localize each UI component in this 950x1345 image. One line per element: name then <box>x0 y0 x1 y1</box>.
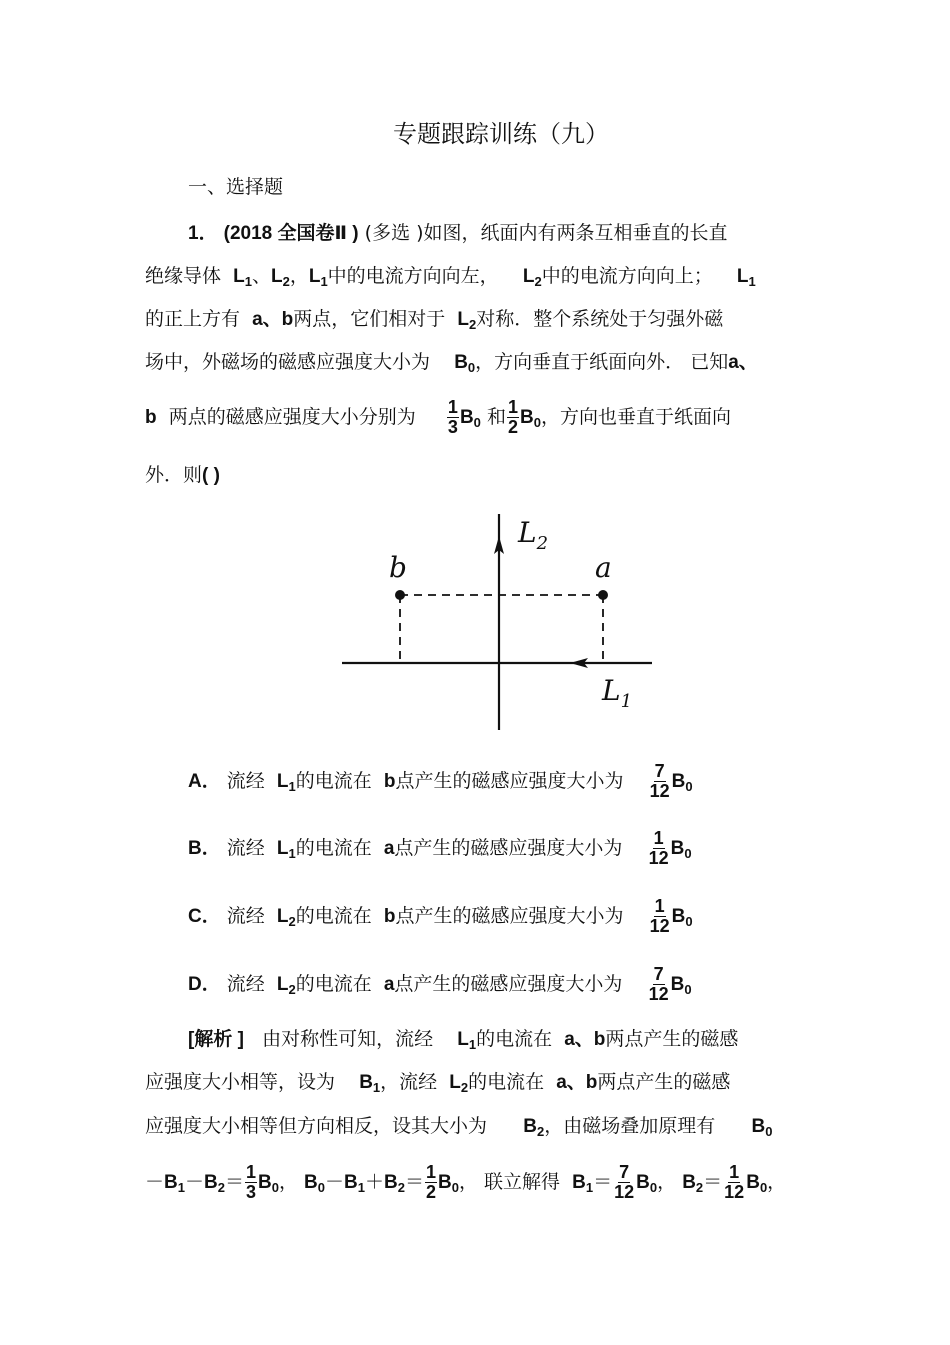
question-text: 如图，纸面内有两条互相垂直的长直 <box>423 222 728 244</box>
symbol-L2: $L_2$ <box>270 266 290 289</box>
analysis-line-3 <box>145 1115 772 1138</box>
question-line-2 <box>145 265 756 288</box>
text: 应强度大小相等但方向相反，设其大小为 <box>145 1115 488 1137</box>
question-type: (多选 ) <box>364 222 424 244</box>
text: 由对称性可知，流经 <box>262 1028 434 1050</box>
question-line-3 <box>145 308 723 331</box>
option-a <box>188 758 693 805</box>
equals-sign: ＝ <box>224 1171 244 1193</box>
text: 流经 <box>226 770 265 792</box>
points-ab: a、b <box>252 309 294 330</box>
text: 场中，外磁场的磁感应强度大小为 <box>145 351 431 373</box>
analysis-line-4 <box>145 1160 786 1205</box>
text: 的电流在 <box>295 905 372 927</box>
symbol-B2: $B_2$ <box>204 1172 225 1195</box>
point-b: b <box>145 407 157 428</box>
symbol-B1: $B_1$ <box>572 1172 594 1195</box>
point-a-dot <box>598 590 608 600</box>
text: 和 <box>486 406 506 428</box>
fraction-one-third: $\frac{1}{3}$ <box>447 397 458 437</box>
text: 中的电流方向向左， <box>327 265 499 287</box>
analysis-line-1 <box>188 1028 738 1051</box>
minus-sign: － <box>145 1171 165 1193</box>
text: 联立解得 <box>484 1171 561 1193</box>
text: 对称．整个系统处于匀强外磁 <box>476 308 724 330</box>
symbol-B1: $B_1$ <box>359 1072 381 1095</box>
text: ，方向垂直于纸面向外． 已知 <box>475 351 729 373</box>
answer-blank: ( ) <box>202 465 220 486</box>
question-line-5 <box>145 395 731 440</box>
label-a: a <box>595 551 612 584</box>
symbol-B0: $B_0$ <box>751 1116 773 1139</box>
symbol-L: $L_2$ <box>276 906 296 929</box>
symbol-B2: $B_2$ <box>682 1172 704 1195</box>
plus-sign: ＋ <box>364 1171 384 1193</box>
symbol-B2: $B_2$ <box>523 1116 545 1139</box>
symbol-L2: $L_2$ <box>522 266 542 289</box>
question-source: (2018 全国卷Ⅱ ) <box>223 223 359 244</box>
symbol-L1: $L_1$ <box>736 266 756 289</box>
text: 的电流在 <box>295 973 372 995</box>
analysis-label: [解析 ] <box>188 1029 244 1050</box>
text: 应强度大小相等，设为 <box>145 1071 336 1093</box>
text: 两点，它们相对于 <box>293 308 446 330</box>
option-c <box>188 893 693 940</box>
symbol-B0: $B_0$ <box>671 906 693 929</box>
fraction-one-half: $\frac{1}{2}$ <box>507 397 518 437</box>
symbol-B0: $B_0$ <box>636 1172 658 1195</box>
symbol-L1: $L_1$ <box>457 1029 477 1052</box>
option-letter: C． <box>188 906 221 927</box>
option-fraction: $\frac{1}{12}$ <box>648 828 669 868</box>
text: 的电流在 <box>295 770 372 792</box>
symbol-L: $L_1$ <box>276 838 296 861</box>
text: 流经 <box>226 837 265 859</box>
option-d <box>188 961 692 1008</box>
symbol-L: $L_2$ <box>276 974 296 997</box>
text: 中的电流方向向上； <box>541 265 713 287</box>
question-line-6 <box>145 464 220 487</box>
option-fraction: $\frac{7}{12}$ <box>649 761 670 801</box>
symbol-L2: $L_2$ <box>449 1072 469 1095</box>
text: ， <box>289 265 309 287</box>
text: 两点的磁感应强度大小分别为 <box>168 406 416 428</box>
symbol-L2: $L_2$ <box>457 309 477 332</box>
symbol-B0: $B_0$ <box>746 1172 768 1195</box>
text: 流经 <box>226 973 265 995</box>
points-ab: a、b <box>556 1072 598 1093</box>
option-letter: A． <box>188 771 221 792</box>
text: 两点产生的磁感 <box>605 1028 739 1050</box>
symbol-B1: $B_1$ <box>164 1172 185 1195</box>
label-L2: $L_2$ <box>518 516 549 554</box>
text: 流经 <box>226 905 265 927</box>
text: 点产生的磁感应强度大小为 <box>394 837 623 859</box>
text: 外．则 <box>145 464 203 486</box>
text: 点产生的磁感应强度大小为 <box>395 905 624 927</box>
label-b: b <box>389 551 407 584</box>
symbol-B0: $B_0$ <box>454 352 476 375</box>
points-ab: a、 <box>728 352 758 373</box>
fraction-one-half: $\frac{1}{2}$ <box>425 1162 436 1202</box>
text: 的电流在 <box>295 837 372 859</box>
symbol-B0: $B_0$ <box>519 407 541 430</box>
text: 点产生的磁感应强度大小为 <box>395 770 624 792</box>
symbol-L1: $L_1$ <box>233 266 252 289</box>
option-letter: B． <box>188 838 221 859</box>
text: ，方向也垂直于纸面向 <box>540 406 731 428</box>
symbol-B0: $B_0$ <box>304 1172 325 1195</box>
question-line-4 <box>145 351 758 374</box>
equals-sign: ＝ <box>703 1171 723 1193</box>
option-letter: D． <box>188 974 221 995</box>
symbol-B0: $B_0$ <box>459 407 481 430</box>
text: 的电流在 <box>476 1028 553 1050</box>
option-point: a <box>383 974 395 995</box>
text: 、 <box>251 265 271 287</box>
equals-sign: ＝ <box>593 1171 613 1193</box>
text: ，流经 <box>380 1071 438 1093</box>
fraction-one-third: $\frac{1}{3}$ <box>245 1162 256 1202</box>
page-title: 专题跟踪训练（九） <box>393 120 609 148</box>
text: 的正上方有 <box>145 308 241 330</box>
text: 点产生的磁感应强度大小为 <box>394 973 623 995</box>
option-point: a <box>383 838 395 859</box>
point-b-dot <box>395 590 405 600</box>
option-point: b <box>383 906 396 927</box>
fraction-one-twelfth: $\frac{1}{12}$ <box>724 1162 745 1202</box>
symbol-B0: $B_0$ <box>670 838 692 861</box>
option-fraction: $\frac{1}{12}$ <box>649 896 670 936</box>
fraction-seven-twelfths: $\frac{7}{12}$ <box>614 1162 635 1202</box>
question-line-1 <box>188 222 728 245</box>
symbol-B0: $B_0$ <box>438 1172 459 1195</box>
text: 的电流在 <box>468 1071 545 1093</box>
label-L1: $L_1$ <box>602 674 633 712</box>
option-point: b <box>383 771 396 792</box>
minus-sign: － <box>325 1171 345 1193</box>
comma: ， <box>458 1171 478 1193</box>
equals-sign: ＝ <box>404 1171 424 1193</box>
option-b <box>188 825 692 872</box>
comma: ， <box>657 1171 677 1193</box>
symbol-B0: $B_0$ <box>258 1172 279 1195</box>
comma: ， <box>767 1171 787 1193</box>
question-number: 1． <box>188 223 218 244</box>
minus-sign: － <box>184 1171 204 1193</box>
symbol-L: $L_1$ <box>276 771 296 794</box>
symbol-B0: $B_0$ <box>671 771 693 794</box>
text: 绝缘导体 <box>145 265 222 287</box>
analysis-line-2 <box>145 1071 730 1094</box>
points-ab: a、b <box>564 1029 606 1050</box>
symbol-B0: $B_0$ <box>670 974 692 997</box>
symbol-L1: $L_1$ <box>308 266 328 289</box>
text: ，由磁场叠加原理有 <box>544 1115 716 1137</box>
section-heading: 一、选择题 <box>188 176 284 198</box>
comma: ， <box>278 1171 298 1193</box>
text: 两点产生的磁感 <box>597 1071 731 1093</box>
option-fraction: $\frac{7}{12}$ <box>648 964 669 1004</box>
symbol-B2: $B_2$ <box>384 1172 405 1195</box>
symbol-B1: $B_1$ <box>344 1172 365 1195</box>
wire-diagram <box>330 500 670 740</box>
